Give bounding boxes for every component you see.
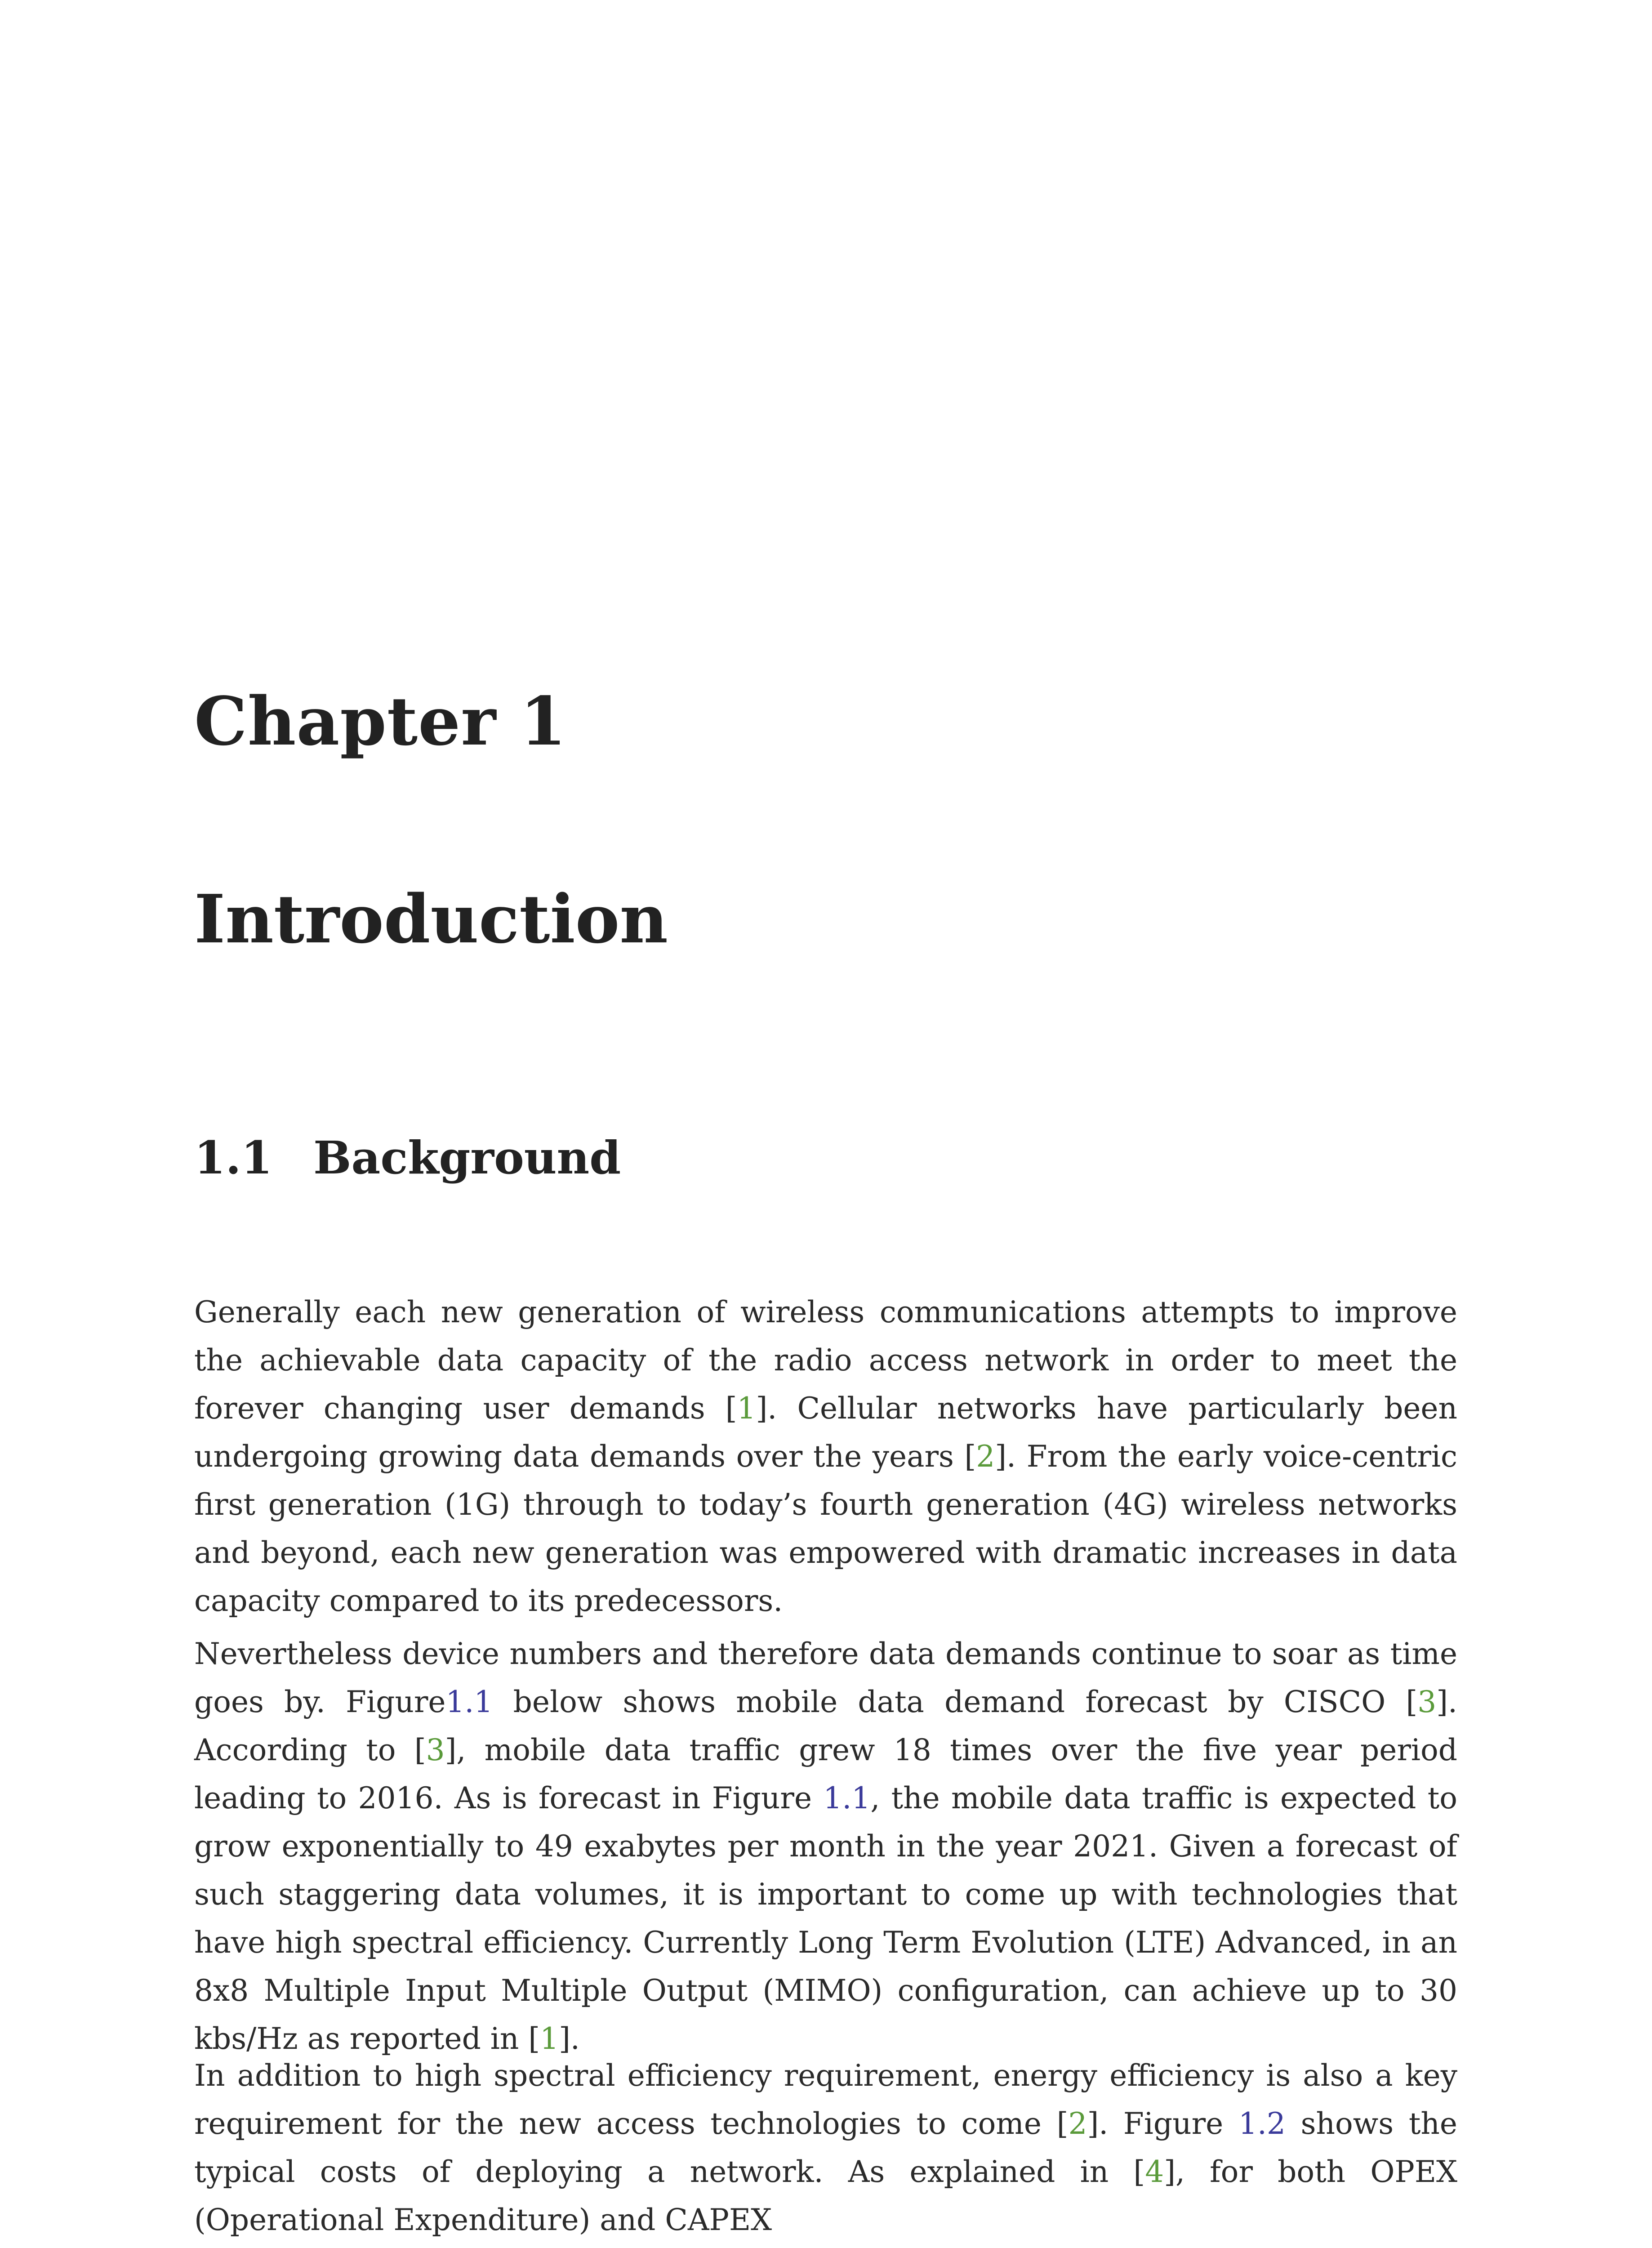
chapter-label: Chapter 1 [194,682,567,760]
citation-link[interactable]: 3 [1417,1685,1437,1719]
citation-link[interactable]: 2 [1068,2106,1087,2141]
paragraph-text: ]. [559,2021,580,2056]
section-heading [194,1131,621,1184]
paragraph-text: In addition to high spectral efficiency requirement, energy efficiency is also a key requirement for the new access technologies to come [ [194,2058,1457,2141]
figure-reference-link[interactable]: 1.2 [1238,2106,1286,2141]
paragraph-text: Nevertheless device numbers and therefore data demands continue to soar as time goes by. Figure [194,1637,1457,1719]
paragraph-text: Generally each new generation of wireless communications attempts to improve the achievable data capacity of the radio access network in order to meet the forever changing user demands [194,1295,1457,1426]
paragraph-text: shows the typical costs of deploying a network. As explained in [ [194,2106,1457,2189]
section-number: 1.1 [194,1131,272,1184]
citation-link[interactable]: 1 [737,1391,756,1426]
paragraph-text: ]. According to [ [194,1685,1457,1767]
paragraph-text: below shows mobile data demand forecast by CISCO [ [493,1685,1418,1719]
figure-reference-link[interactable]: 1.1 [445,1685,493,1719]
chapter-title: Introduction [194,880,668,958]
citation-link[interactable]: 1 [540,2021,559,2056]
paragraph [194,2052,1457,2244]
paragraph-text: ]. From the early voice-centric first generation (1G) through to today’s fourth generation (4G) wireless networks and beyond, each new generation was empowered with dramatic increases in data capacity compared to its predecessors. [194,1439,1457,1618]
paragraph-text: ], mobile data traffic grew 18 times over the five year period leading to 2016. As is forecast in Figure [194,1733,1457,1815]
paragraph-text: ], for both OPEX (Operational Expenditure) and CAPEX [194,2154,1458,2237]
citation-link[interactable]: 3 [426,1733,445,1767]
paragraph-text: [ [725,1391,737,1426]
paragraph-text: [ [964,1439,976,1474]
paragraph [194,1288,1457,1625]
figure-reference-link[interactable]: 1.1 [823,1781,871,1815]
citation-link[interactable]: 2 [976,1439,995,1474]
paragraph-text: ]. Cellular networks have particularly been undergoing growing data demands over the years [194,1391,1457,1474]
paragraph [194,1630,1457,2063]
citation-link[interactable]: 4 [1145,2154,1164,2189]
paragraph-text: ]. Figure [1087,2106,1238,2141]
paragraph-text: , the mobile data traffic is expected to grow exponentially to 49 exabytes per month in the year 2021. Given a forecast of such staggering data volumes, it is important to come up with technologies that have high spectral efficiency. Currently Long Term Evolution (LTE) Advanced, in an 8x8 Multiple Input Multiple Output (MIMO) configuration, can achieve up to 30 kbs/Hz as reported in [ [194,1781,1457,2056]
section-title: Background [313,1131,621,1184]
